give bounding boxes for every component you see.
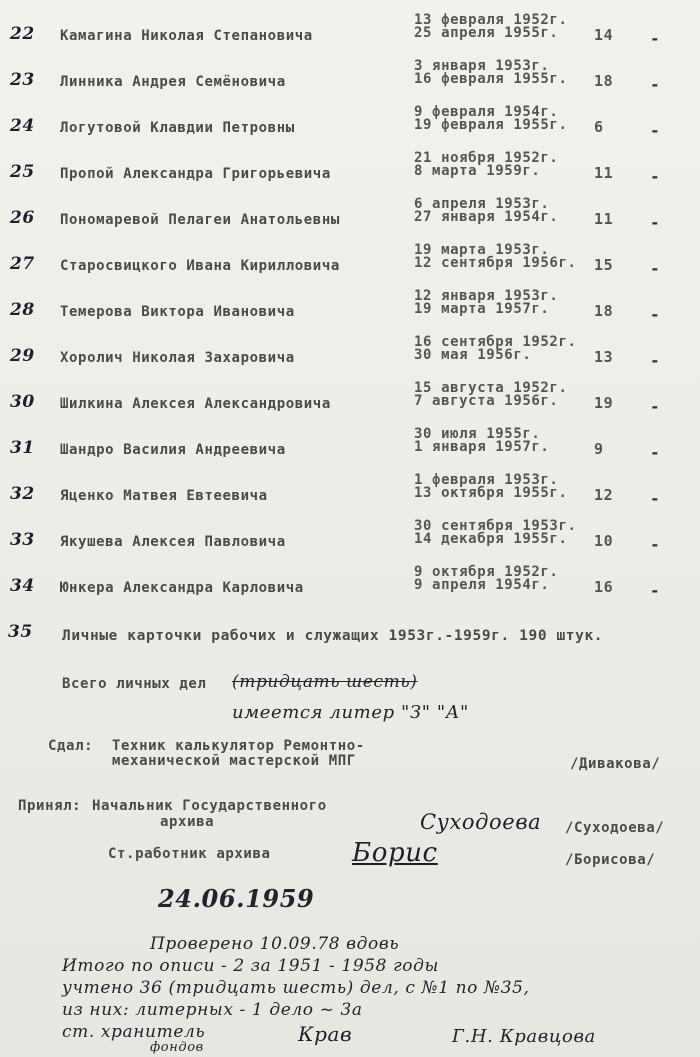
accepted-role-line1: Начальник Государственного — [92, 798, 327, 814]
row-mark: - — [650, 397, 661, 416]
row-number: 30 — [10, 392, 35, 412]
row-sheet-count: 19 — [594, 394, 614, 412]
row-sheet-count: 11 — [594, 210, 614, 228]
check-line-2: Итого по описи - 2 за 1951 - 1958 годы — [62, 956, 439, 976]
row-name: Пропой Александра Григорьевича — [60, 166, 331, 182]
document-date: 24.06.1959 — [158, 884, 315, 913]
row-date-end: 30 мая 1956г. — [414, 347, 532, 363]
row-mark: - — [650, 305, 661, 324]
row-date-start: 9 октября 1952г. — [414, 564, 559, 580]
row-name: Яценко Матвея Евтеевича — [60, 488, 268, 504]
row-number: 34 — [10, 576, 35, 596]
row-date-start: 15 августа 1952г. — [414, 380, 568, 396]
senior-role: Ст.работник архива — [108, 846, 271, 862]
row-sheet-count: 10 — [594, 532, 614, 550]
row-date-start: 19 марта 1953г. — [414, 242, 550, 258]
accepted-role-line2: архива — [160, 814, 215, 830]
row-sheet-count: 16 — [594, 578, 614, 596]
row-date-start: 16 сентября 1952г. — [414, 334, 577, 350]
row-date-start: 30 сентября 1953г. — [414, 518, 577, 534]
row-name: Шилкина Алексея Александровича — [60, 396, 331, 412]
row-date-start: 9 февраля 1954г. — [414, 104, 559, 120]
row-date-start: 21 ноября 1952г. — [414, 150, 559, 166]
row-name: Пономаревой Пелагеи Анатольевны — [60, 212, 340, 228]
row-sheet-count: 15 — [594, 256, 614, 274]
total-label: Всего личных дел — [62, 676, 207, 692]
handed-role-line2: механической мастерской МПГ — [112, 753, 356, 769]
check-line-6: фондов — [150, 1040, 204, 1055]
row-date-end: 7 августа 1956г. — [414, 393, 559, 409]
row-number: 29 — [10, 346, 35, 366]
row-date-start: 13 февраля 1952г. — [414, 12, 568, 28]
row-mark: - — [650, 167, 661, 186]
row-date-start: 6 апреля 1953г. — [414, 196, 550, 212]
row-date-end: 19 февраля 1955г. — [414, 117, 568, 133]
row-date-start: 3 января 1953г. — [414, 58, 550, 74]
row-date-end: 13 октября 1955г. — [414, 485, 568, 501]
row-mark: - — [650, 351, 661, 370]
row-mark: - — [650, 581, 661, 600]
row-name: Шандро Василия Андреевича — [60, 442, 286, 458]
row-name: Темерова Виктора Ивановича — [60, 304, 295, 320]
row-sheet-count: 13 — [594, 348, 614, 366]
total-handwritten-note: имеется литер "З" "А" — [232, 702, 469, 723]
row-date-start: 30 июля 1955г. — [414, 426, 541, 442]
row-name: Якушева Алексея Павловича — [60, 534, 286, 550]
row-sheet-count: 12 — [594, 486, 614, 504]
row-mark: - — [650, 259, 661, 278]
row-date-end: 14 декабря 1955г. — [414, 531, 568, 547]
accepted-name: /Суходоева/ — [565, 820, 665, 836]
row-date-end: 8 марта 1959г. — [414, 163, 541, 179]
row-number: 33 — [10, 530, 35, 550]
check-line-1: Проверено 10.09.78 вдовь — [150, 934, 400, 954]
row-number: 26 — [10, 208, 35, 228]
row-date-end: 1 января 1957г. — [414, 439, 550, 455]
row-number: 28 — [10, 300, 35, 320]
row-date-end: 12 сентября 1956г. — [414, 255, 577, 271]
handed-name: /Дивакова/ — [570, 756, 661, 772]
check-signature: Крав — [298, 1022, 353, 1046]
row-sheet-count: 6 — [594, 118, 604, 136]
row-sheet-count: 14 — [594, 26, 614, 44]
row-date-start: 12 января 1953г. — [414, 288, 559, 304]
row-date-end: 25 апреля 1955г. — [414, 25, 559, 41]
row-mark: - — [650, 213, 661, 232]
row-name: Юнкера Александра Карловича — [60, 580, 304, 596]
accepted-signature: Суходоева — [420, 810, 542, 834]
row-name: Линника Андрея Семёновича — [60, 74, 286, 90]
total-struck-text: (тридцать шесть) — [232, 672, 418, 692]
row-date-end: 27 января 1954г. — [414, 209, 559, 225]
handed-role-line1: Техник калькулятор Ремонтно- — [112, 738, 365, 754]
row-number: 23 — [10, 70, 35, 90]
row-date-end: 9 апреля 1954г. — [414, 577, 550, 593]
row-number: 27 — [10, 254, 35, 274]
row-name: Логутовой Клавдии Петровны — [60, 120, 295, 136]
row-mark: - — [650, 29, 661, 48]
row-mark: - — [650, 121, 661, 140]
row-number: 25 — [10, 162, 35, 182]
row-number: 31 — [10, 438, 35, 458]
check-name: Г.Н. Кравцова — [452, 1026, 596, 1047]
row-sheet-count: 11 — [594, 164, 614, 182]
check-line-4: из них: литерных - 1 дело ~ 3а — [62, 1000, 363, 1020]
row-number: 32 — [10, 484, 35, 504]
row-mark: - — [650, 443, 661, 462]
row-mark: - — [650, 489, 661, 508]
senior-signature: Борис — [352, 838, 438, 868]
senior-name: /Борисова/ — [565, 852, 656, 868]
row-name: Старосвицкого Ивана Кирилловича — [60, 258, 340, 274]
row-sheet-count: 18 — [594, 302, 614, 320]
row-mark: - — [650, 75, 661, 94]
row-sheet-count: 18 — [594, 72, 614, 90]
handed-label: Сдал: — [48, 738, 94, 754]
row-date-start: 1 февраля 1953г. — [414, 472, 559, 488]
row-name: Камагина Николая Степановича — [60, 28, 313, 44]
row-35-text: Личные карточки рабочих и служащих 1953г.-1959г. 190 штук. — [62, 628, 604, 644]
check-line-5: ст. хранитель — [62, 1022, 206, 1042]
accepted-label: Принял: — [18, 798, 82, 814]
check-line-3: учтено 36 (тридцать шесть) дел, с №1 по №35, — [62, 978, 530, 998]
row-date-end: 19 марта 1957г. — [414, 301, 550, 317]
row-mark: - — [650, 535, 661, 554]
row-number: 22 — [10, 24, 35, 44]
row-number: 35 — [8, 622, 33, 642]
row-name: Хоролич Николая Захаровича — [60, 350, 295, 366]
row-sheet-count: 9 — [594, 440, 604, 458]
row-number: 24 — [10, 116, 35, 136]
row-date-end: 16 февраля 1955г. — [414, 71, 568, 87]
